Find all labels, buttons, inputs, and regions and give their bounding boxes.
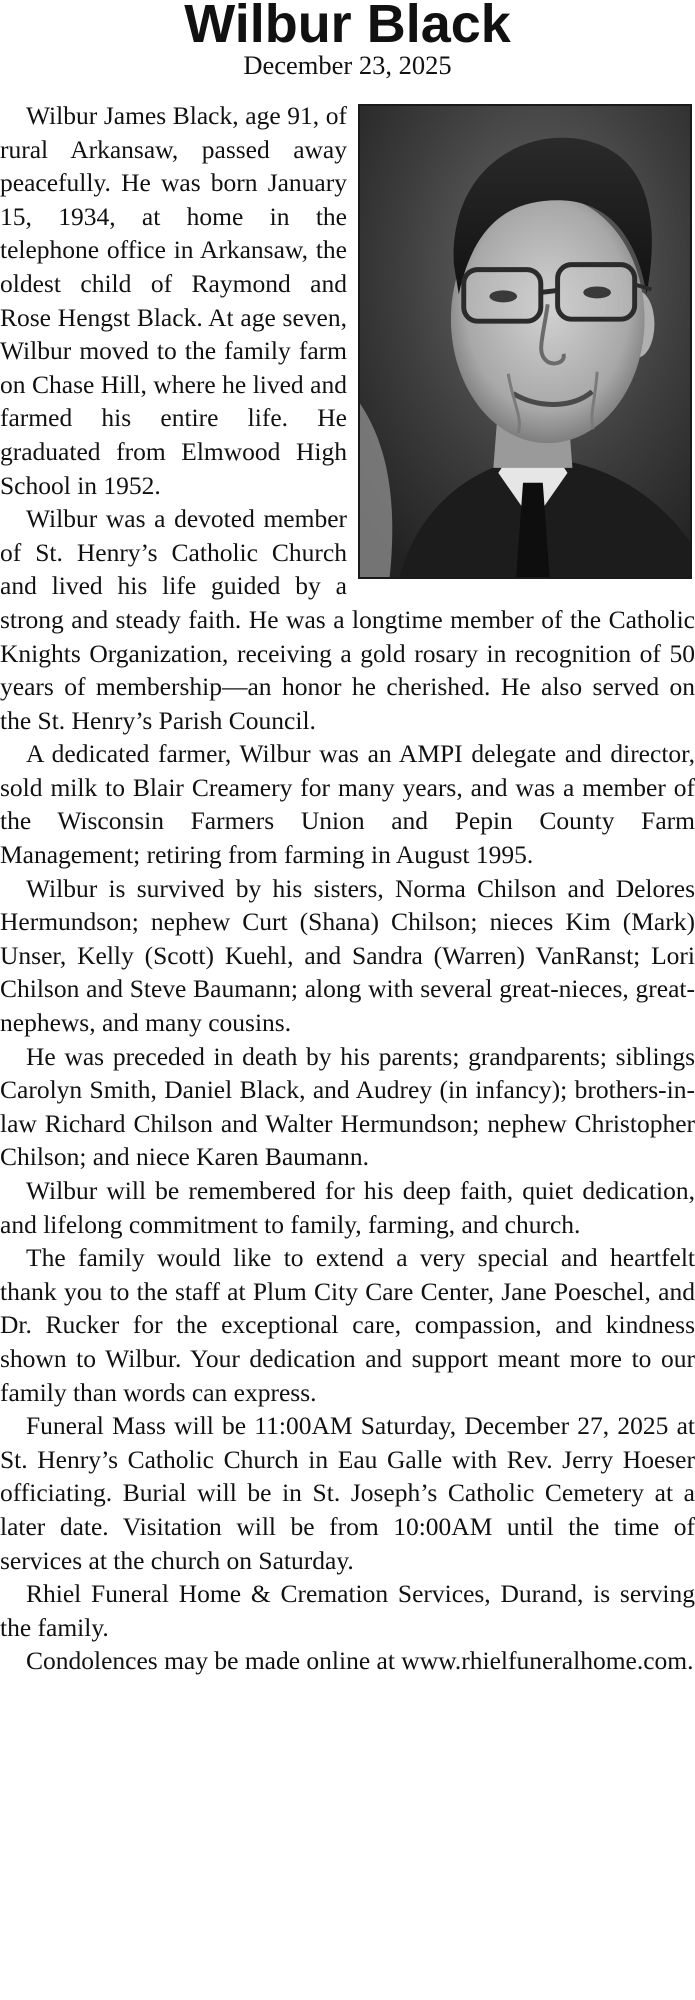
paragraph-farming: A dedicated farmer, Wilbur was an AMPI delegate and director, sold milk to Blair Creamery for many years, and was a member of the Wisconsin Farmers Union and Pepin County Farm Management; retiring from farming in August 1995. — [0, 739, 695, 870]
paragraph-funeral-home: Rhiel Funeral Home & Cremation Services, Durand, is serving the family. — [0, 1579, 695, 1642]
obituary-name: Wilbur Black — [184, 0, 511, 54]
paragraph-preceded: He was preceded in death by his parents; grandparents; siblings Carolyn Smith, Daniel Black, and Audrey (in infancy); brothers-in-law Richard Chilson and Walter Hermundson; nephew Christopher Chilson; and niece Karen Baumann. — [0, 1041, 695, 1172]
paragraph-faith: Wilbur was a devoted member of St. Henry’s Catholic Church and lived his life guided by a strong and steady faith. He was a longtime member of the Catholic Knights Organization, receiving a gold rosary in recognition of 50 years of membership—an honor he cherished. He also served on the St. Henry’s Parish Council. — [0, 504, 695, 735]
paragraph-survivors: Wilbur is survived by his sisters, Norma Chilson and Delores Hermundson; nephew Curt (Shana) Chilson; nieces Kim (Mark) Unser, Kelly (Scott) Kuehl, and Sandra (Warren) VanRanst; Lori Chilson and Steve Baumann; along with several great-nieces, great-nephews, and many cousins. — [0, 873, 695, 1038]
obituary-body — [0, 99, 695, 1678]
paragraph-condolences: Condolences may be made online at www.rhielfuneralhome.com. — [26, 1646, 694, 1676]
paragraph-thanks: The family would like to extend a very special and heartfelt thank you to the staff at Plum City Care Center, Jane Poeschel, and Dr. Rucker for the exceptional care, compassion, and kindness shown to Wilbur. Your dedication and support meant more to our family than words can express. — [0, 1243, 695, 1407]
paragraph-services: Funeral Mass will be 11:00AM Saturday, December 27, 2025 at St. Henry’s Catholic Church in Eau Galle with Rev. Jerry Hoeser officiating. Burial will be in St. Joseph’s Catholic Cemetery at a later date. Visitation will be from 10:00AM until the time of services at the church on Saturday. — [0, 1411, 695, 1575]
paragraph-intro: Wilbur James Black, age 91, of rural Arkansaw, passed away peacefully. He was born January 15, 1934, at home in the telephone office in Arkansaw, the oldest child of Raymond and Rose Hengst Black. At age seven, Wilbur moved to the family farm on Chase Hill, where he lived and farmed his entire life. He graduated from Elmwood High School in 1952. — [0, 101, 347, 500]
photo-spacer — [347, 99, 695, 581]
paragraph-remembered: Wilbur will be remembered for his deep faith, quiet dedication, and lifelong commitment to family, farming, and church. — [0, 1176, 695, 1239]
obituary-date: December 23, 2025 — [243, 50, 452, 80]
